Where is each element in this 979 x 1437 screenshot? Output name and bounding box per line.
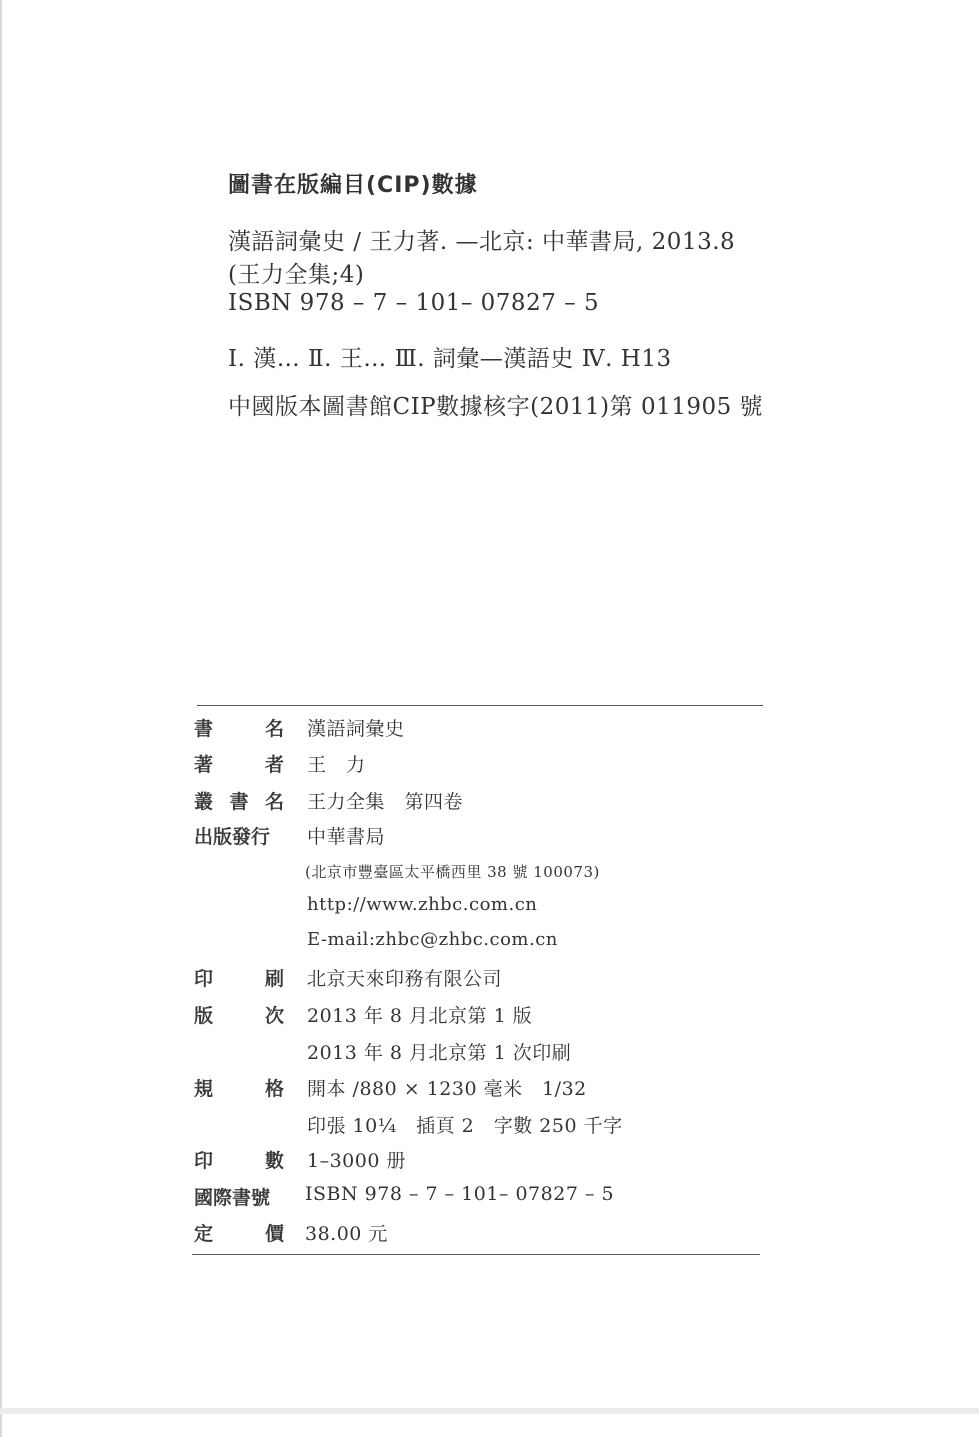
publisher-url: http://www.zhbc.com.cn bbox=[307, 894, 538, 915]
colophon-bottom-rule bbox=[192, 1254, 760, 1255]
format-value: 開本 /880 × 1230 毫米 1/32 bbox=[307, 1078, 587, 1100]
scan-bottom-band bbox=[0, 1408, 979, 1414]
sheets-value: 印張 10¼ 插頁 2 字數 250 千字 bbox=[307, 1115, 623, 1137]
colophon-row-publisher-url bbox=[0, 894, 979, 924]
edition-value: 2013 年 8 月北京第 1 版 bbox=[307, 1005, 533, 1027]
publisher-value: 中華書局 bbox=[307, 826, 386, 848]
colophon-row-format bbox=[0, 1074, 979, 1104]
row-label: 出版發行 bbox=[194, 826, 271, 848]
colophon-top-rule bbox=[197, 705, 763, 706]
row-label: 版 次 bbox=[194, 1005, 284, 1027]
cip-series: (王力全集;4) bbox=[228, 262, 365, 288]
cip-citation: 漢語詞彙史 / 王力著. —北京: 中華書局, 2013.8 bbox=[228, 229, 736, 255]
row-label: 印 刷 bbox=[194, 968, 284, 990]
price-value: 38.00 元 bbox=[305, 1223, 388, 1245]
cip-subject-headings: Ⅰ. 漢… Ⅱ. 王… Ⅲ. 詞彙—漢語史 Ⅳ. H13 bbox=[228, 346, 672, 372]
colophon-row-author bbox=[0, 750, 979, 780]
publisher-email: E-mail:zhbc@zhbc.com.cn bbox=[307, 929, 558, 950]
row-label: 著 者 bbox=[194, 754, 284, 776]
cip-record-number: 中國版本圖書館CIP數據核字(2011)第 011905 號 bbox=[228, 394, 764, 420]
colophon-row-printer bbox=[0, 964, 979, 994]
colophon-row-printing bbox=[0, 1038, 979, 1068]
printer-value: 北京天來印務有限公司 bbox=[307, 968, 503, 990]
colophon-row-price bbox=[0, 1219, 979, 1249]
cip-isbn: ISBN 978 – 7 – 101– 07827 – 5 bbox=[228, 290, 600, 316]
isbn-value: ISBN 978 – 7 – 101– 07827 – 5 bbox=[305, 1183, 615, 1205]
row-label: 印 數 bbox=[194, 1150, 284, 1172]
colophon-row-print-run bbox=[0, 1146, 979, 1176]
colophon-row-series bbox=[0, 787, 979, 817]
print-run-value: 1–3000 册 bbox=[307, 1150, 406, 1172]
row-label: 國際書號 bbox=[194, 1187, 271, 1209]
colophon-row-edition bbox=[0, 1001, 979, 1031]
colophon-row-publisher bbox=[0, 822, 979, 852]
colophon-row-publisher-address bbox=[0, 861, 979, 891]
colophon-row-title bbox=[0, 714, 979, 744]
colophon-row-isbn bbox=[0, 1183, 979, 1213]
printing-value: 2013 年 8 月北京第 1 次印刷 bbox=[307, 1042, 572, 1064]
colophon-row-publisher-email bbox=[0, 929, 979, 959]
row-label: 書 名 bbox=[194, 718, 284, 740]
author-value: 王 力 bbox=[307, 754, 366, 776]
row-label: 定 價 bbox=[194, 1223, 284, 1245]
row-label: 叢 書 名 bbox=[194, 791, 284, 813]
cip-title: 圖書在版編目(CIP)數據 bbox=[228, 173, 478, 198]
publisher-address: (北京市豐臺區太平橋西里 38 號 100073) bbox=[305, 863, 600, 881]
book-title-value: 漢語詞彙史 bbox=[307, 718, 405, 740]
series-value: 王力全集 第四卷 bbox=[307, 791, 464, 813]
row-label: 規 格 bbox=[194, 1078, 284, 1100]
colophon-row-sheets bbox=[0, 1111, 979, 1141]
